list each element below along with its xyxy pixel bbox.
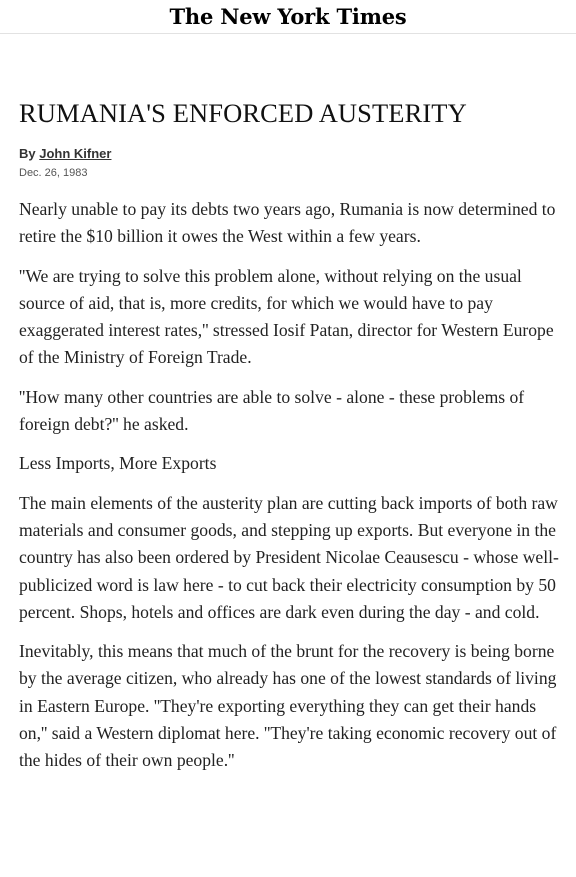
subheading: Less Imports, More Exports: [19, 453, 217, 474]
headline: RUMANIA'S ENFORCED AUSTERITY: [19, 98, 467, 128]
nyt-logo[interactable]: The New York Times: [169, 4, 407, 29]
paragraph: Inevitably, this means that much of the brunt for the recovery is being borne by the average citizen, who already has one of the lowest standards of living in Eastern Europe. ''They're exporting everything they can get their hands on,'' said a Western diplomat here. ''They're taking economic recovery out of the hides of their own people.'': [19, 641, 557, 771]
masthead: [0, 0, 576, 34]
paragraph: ''How many other countries are able to solve - alone - these problems of foreign debt?'' he asked.: [19, 386, 525, 435]
publication-date: Dec. 26, 1983: [19, 167, 88, 179]
article-body: [19, 196, 565, 775]
byline-prefix: By: [19, 146, 36, 161]
article: [19, 96, 565, 787]
paragraph: ''We are trying to solve this problem alone, without relying on the usual source of aid, that is, more credits, for which we would have to pay exaggerated interest rates,'' stressed Iosif Patan, director for Western Europe of the Ministry of Foreign Trade.: [19, 265, 554, 368]
author-link[interactable]: John Kifner: [39, 146, 112, 161]
paragraph: The main elements of the austerity plan are cutting back imports of both raw materials and consumer goods, and stepping up exports. But everyone in the country has also been ordered by President Nicolae Ceausescu - whose well-publicized word is law here - to cut back their electricity consumption by 50 percent. Shops, hotels and offices are dark even during the day - and cold.: [19, 492, 559, 622]
byline: [19, 146, 565, 162]
paragraph: Nearly unable to pay its debts two years ago, Rumania is now determined to retire the $10 billion it owes the West within a few years.: [19, 199, 556, 247]
